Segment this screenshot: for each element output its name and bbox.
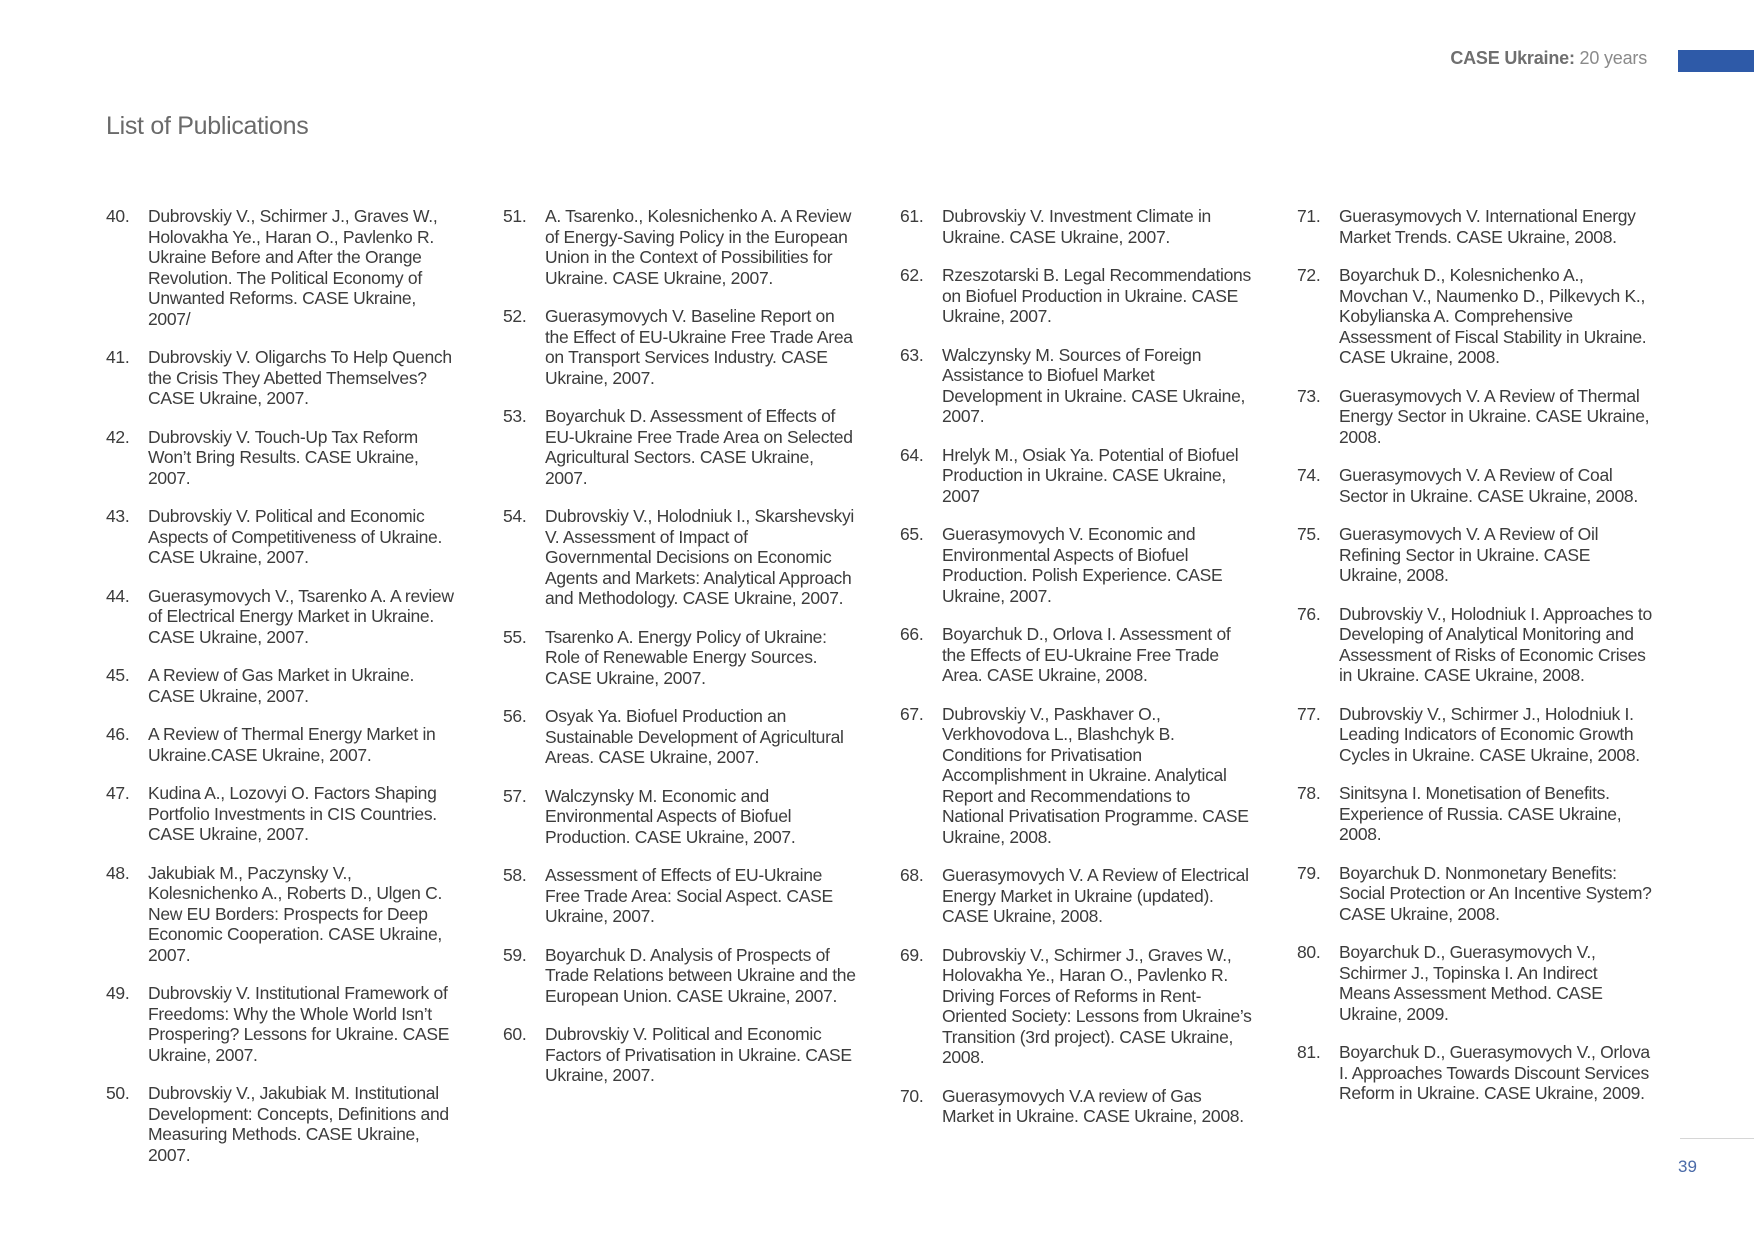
entry-number: 61. xyxy=(900,206,924,226)
entry-number: 56. xyxy=(503,706,527,726)
entry-citation: Boyarchuk D., Orlova I. Assessment of the Effects of EU-Ukraine Free Trade Area. CASE Ukraine, 2008. xyxy=(942,624,1231,685)
publication-entry xyxy=(900,206,1255,247)
publication-entry xyxy=(106,863,461,966)
entry-number: 49. xyxy=(106,983,130,1003)
entry-citation: Dubrovskiy V. Political and Economic Aspects of Competitiveness of Ukraine. CASE Ukraine, 2007. xyxy=(148,506,443,567)
entry-number: 68. xyxy=(900,865,924,885)
footer-rule xyxy=(1680,1138,1754,1139)
publication-entry xyxy=(1297,942,1652,1024)
entry-citation: Boyarchuk D., Guerasymovych V., Orlova I. Approaches Towards Discount Services Reform in Ukraine. CASE Ukraine, 2009. xyxy=(1339,1042,1650,1103)
entry-citation: Dubrovskiy V., Holodniuk I. Approaches to Developing of Analytical Monitoring and Assessment of Risks of Economic Crises in Ukraine. CASE Ukraine, 2008. xyxy=(1339,603,1652,685)
header-brand: CASE Ukraine: xyxy=(1450,48,1575,68)
publication-entry xyxy=(106,1083,461,1165)
entry-number: 42. xyxy=(106,426,130,447)
entry-number: 64. xyxy=(900,444,924,465)
publication-entry xyxy=(900,624,1255,686)
entry-number: 44. xyxy=(106,585,130,606)
entry-citation: Guerasymovych V.A review of Gas Market in Ukraine. CASE Ukraine, 2008. xyxy=(942,1085,1244,1126)
publication-entry xyxy=(503,506,858,609)
entry-citation: Kudina A., Lozovyi O. Factors Shaping Portfolio Investments in CIS Countries. CASE Ukraine, 2007. xyxy=(148,783,437,844)
entry-number: 80. xyxy=(1297,942,1321,962)
publication-entry xyxy=(106,665,461,706)
publication-entry xyxy=(106,347,461,409)
entry-citation: Walczynsky M. Economic and Environmental Aspects of Biofuel Production. CASE Ukraine, 2007. xyxy=(545,785,796,847)
entry-citation: A Review of Gas Market in Ukraine. CASE Ukraine, 2007. xyxy=(148,665,415,706)
entry-number: 59. xyxy=(503,944,527,965)
entry-number: 78. xyxy=(1297,783,1321,803)
publication-column xyxy=(106,206,461,1183)
entry-citation: Guerasymovych V. International Energy Market Trends. CASE Ukraine, 2008. xyxy=(1339,206,1636,247)
entry-citation: Guerasymovych V. A Review of Electrical Energy Market in Ukraine (updated). CASE Ukraine, 2008. xyxy=(942,865,1249,926)
entry-citation: Walczynsky M. Sources of Foreign Assistance to Biofuel Market Development in Ukraine. CASE Ukraine, 2007. xyxy=(942,344,1246,426)
publication-entry xyxy=(1297,206,1652,247)
publication-entry xyxy=(1297,863,1652,925)
entry-number: 71. xyxy=(1297,206,1321,226)
entry-citation: Guerasymovych V. A Review of Thermal Energy Sector in Ukraine. CASE Ukraine, 2008. xyxy=(1339,385,1650,447)
entry-number: 41. xyxy=(106,347,130,367)
entry-citation: Dubrovskiy V., Jakubiak M. Institutional Development: Concepts, Definitions and Measuring Methods. CASE Ukraine, 2007. xyxy=(148,1083,449,1165)
publication-entry xyxy=(503,306,858,388)
entry-citation: Sinitsyna I. Monetisation of Benefits. Experience of Russia. CASE Ukraine, 2008. xyxy=(1339,783,1622,844)
entry-citation: Dubrovskiy V. Oligarchs To Help Quench the Crisis They Abetted Themselves? CASE Ukraine, 2007. xyxy=(148,347,452,408)
entry-citation: Rzeszotarski B. Legal Recommendations on Biofuel Production in Ukraine. CASE Ukraine, 2007. xyxy=(942,265,1251,326)
entry-citation: Dubrovskiy V., Schirmer J., Graves W., Holovakha Ye., Haran O., Pavlenko R. Driving Forces of Reforms in Rent-Oriented Society: Lessons from Ukraine’s Transition (3rd project). CASE Ukraine, 2008. xyxy=(942,944,1252,1067)
entry-number: 62. xyxy=(900,265,924,285)
entry-citation: Dubrovskiy V. Investment Climate in Ukraine. CASE Ukraine, 2007. xyxy=(942,206,1211,247)
publication-entry xyxy=(106,783,461,845)
entry-number: 81. xyxy=(1297,1042,1321,1062)
entry-citation: Boyarchuk D., Guerasymovych V., Schirmer J., Topinska I. An Indirect Means Assessment Method. CASE Ukraine, 2009. xyxy=(1339,942,1603,1024)
publication-entry xyxy=(1297,386,1652,448)
entry-number: 52. xyxy=(503,306,527,326)
entry-citation: Jakubiak M., Paczynsky V., Kolesnichenko A., Roberts D., Ulgen C. New EU Borders: Prospects for Deep Economic Cooperation. CASE Ukraine, 2007. xyxy=(148,862,443,965)
publication-entry xyxy=(106,724,461,765)
entry-number: 70. xyxy=(900,1085,924,1106)
entry-citation: A Review of Thermal Energy Market in Ukraine.CASE Ukraine, 2007. xyxy=(148,724,436,765)
entry-citation: Tsarenko A. Energy Policy of Ukraine: Role of Renewable Energy Sources. CASE Ukraine, 2007. xyxy=(545,626,827,688)
entry-citation: Guerasymovych V. Baseline Report on the Effect of EU-Ukraine Free Trade Area on Transport Services Industry. CASE Ukraine, 2007. xyxy=(545,306,853,388)
publication-entry xyxy=(503,206,858,288)
publication-entry xyxy=(900,704,1255,848)
publication-column xyxy=(1297,206,1652,1122)
entry-citation: Guerasymovych V. Economic and Environmental Aspects of Biofuel Production. Polish Experience. CASE Ukraine, 2007. xyxy=(942,524,1223,606)
publication-entry xyxy=(900,445,1255,507)
publication-entry xyxy=(106,206,461,329)
entry-citation: Assessment of Effects of EU-Ukraine Free Trade Area: Social Aspect. CASE Ukraine, 2007. xyxy=(545,865,833,926)
entry-number: 75. xyxy=(1297,524,1321,544)
publication-entry xyxy=(1297,604,1652,686)
entry-number: 60. xyxy=(503,1024,527,1044)
entry-number: 45. xyxy=(106,665,130,685)
entry-number: 77. xyxy=(1297,703,1321,724)
publication-entry xyxy=(1297,265,1652,368)
publication-entry xyxy=(106,427,461,489)
running-header xyxy=(1450,48,1647,69)
entry-citation: Guerasymovych V. A Review of Coal Sector in Ukraine. CASE Ukraine, 2008. xyxy=(1339,465,1638,506)
publication-entry xyxy=(503,627,858,689)
header-subtitle: 20 years xyxy=(1574,48,1647,68)
entry-citation: Dubrovskiy V. Touch-Up Tax Reform Won’t Bring Results. CASE Ukraine, 2007. xyxy=(148,426,419,488)
entry-number: 67. xyxy=(900,703,924,724)
publication-entry xyxy=(1297,783,1652,845)
publication-column xyxy=(503,206,858,1104)
publication-entry xyxy=(503,945,858,1007)
entry-citation: Dubrovskiy V., Paskhaver O., Verkhovodova L., Blashchyk B. Conditions for Privatisation Accomplishment in Ukraine. Analytical Report and Recommendations to National Privatisation Programme. CASE Ukraine, 2008. xyxy=(942,703,1249,847)
entry-citation: A. Tsarenko., Kolesnichenko A. A Review of Energy-Saving Policy in the European Union in the Context of Possibilities for Ukraine. CASE Ukraine, 2007. xyxy=(545,206,852,288)
entry-number: 48. xyxy=(106,862,130,883)
publication-entry xyxy=(1297,524,1652,586)
publication-entry xyxy=(503,786,858,848)
entry-number: 74. xyxy=(1297,465,1321,485)
entry-number: 69. xyxy=(900,944,924,965)
entry-citation: Boyarchuk D. Assessment of Effects of EU-Ukraine Free Trade Area on Selected Agricultural Sectors. CASE Ukraine, 2007. xyxy=(545,406,853,488)
entry-citation: Dubrovskiy V. Institutional Framework of Freedoms: Why the Whole World Isn’t Prospering? Lessons for Ukraine. CASE Ukraine, 2007. xyxy=(148,983,450,1065)
entry-number: 65. xyxy=(900,524,924,544)
publication-entry xyxy=(503,706,858,768)
page-number: 39 xyxy=(1678,1157,1697,1176)
entry-number: 76. xyxy=(1297,603,1321,624)
page-title: List of Publications xyxy=(106,112,309,140)
entry-citation: Boyarchuk D., Kolesnichenko A., Movchan V., Naumenko D., Pilkevych K., Kobylianska A. Comprehensive Assessment of Fiscal Stability in Ukraine. CASE Ukraine, 2008. xyxy=(1339,265,1647,367)
entry-number: 43. xyxy=(106,506,130,526)
publication-entry xyxy=(1297,704,1652,766)
publication-entry xyxy=(900,865,1255,927)
entry-citation: Guerasymovych V., Tsarenko A. A review of Electrical Energy Market in Ukraine. CASE Ukraine, 2007. xyxy=(148,585,454,647)
entry-number: 53. xyxy=(503,406,527,426)
entry-number: 50. xyxy=(106,1083,130,1103)
publication-entry xyxy=(900,1086,1255,1127)
publication-entry xyxy=(900,265,1255,327)
publication-entry xyxy=(1297,1042,1652,1104)
entry-number: 55. xyxy=(503,626,527,647)
publication-column xyxy=(900,206,1255,1145)
entry-number: 47. xyxy=(106,783,130,803)
entry-number: 63. xyxy=(900,344,924,365)
entry-number: 72. xyxy=(1297,265,1321,285)
entry-citation: Boyarchuk D. Analysis of Prospects of Trade Relations between Ukraine and the European Union. CASE Ukraine, 2007. xyxy=(545,944,856,1006)
entry-citation: Dubrovskiy V., Holodniuk I., Skarshevskyi V. Assessment of Impact of Governmental Decisions on Economic Agents and Markets: Analytical Approach and Methodology. CASE Ukraine, 2007. xyxy=(545,506,854,608)
publication-entry xyxy=(503,1024,858,1086)
entry-citation: Dubrovskiy V., Schirmer J., Graves W., Holovakha Ye., Haran O., Pavlenko R. Ukraine Before and After the Orange Revolution. The Political Economy of Unwanted Reforms. CASE Ukraine, 2007/ xyxy=(148,206,438,329)
publication-entry xyxy=(503,865,858,927)
publication-entry xyxy=(900,945,1255,1068)
publication-entry xyxy=(900,524,1255,606)
entry-citation: Dubrovskiy V. Political and Economic Factors of Privatisation in Ukraine. CASE Ukraine, 2007. xyxy=(545,1024,852,1085)
entry-citation: Dubrovskiy V., Schirmer J., Holodniuk I. Leading Indicators of Economic Growth Cycles in Ukraine. CASE Ukraine, 2008. xyxy=(1339,703,1640,765)
publication-entry xyxy=(106,506,461,568)
entry-number: 58. xyxy=(503,865,527,885)
publication-entry xyxy=(106,983,461,1065)
entry-citation: Guerasymovych V. A Review of Oil Refining Sector in Ukraine. CASE Ukraine, 2008. xyxy=(1339,524,1599,585)
entry-number: 66. xyxy=(900,624,924,644)
entry-number: 54. xyxy=(503,506,527,526)
entry-citation: Hrelyk M., Osiak Ya. Potential of Biofuel Production in Ukraine. CASE Ukraine, 2007 xyxy=(942,444,1239,506)
entry-number: 46. xyxy=(106,724,130,744)
entry-number: 73. xyxy=(1297,385,1321,406)
entry-number: 57. xyxy=(503,785,527,806)
header-accent-bar xyxy=(1678,50,1754,72)
publication-entry xyxy=(106,586,461,648)
publication-entry xyxy=(503,406,858,488)
entry-citation: Boyarchuk D. Nonmonetary Benefits: Social Protection or An Incentive System? CASE Ukraine, 2008. xyxy=(1339,862,1652,924)
entry-number: 79. xyxy=(1297,862,1321,883)
publication-entry xyxy=(900,345,1255,427)
entry-number: 40. xyxy=(106,206,130,226)
entry-number: 51. xyxy=(503,206,527,226)
publication-entry xyxy=(1297,465,1652,506)
entry-citation: Osyak Ya. Biofuel Production an Sustainable Development of Agricultural Areas. CASE Ukraine, 2007. xyxy=(545,706,844,767)
